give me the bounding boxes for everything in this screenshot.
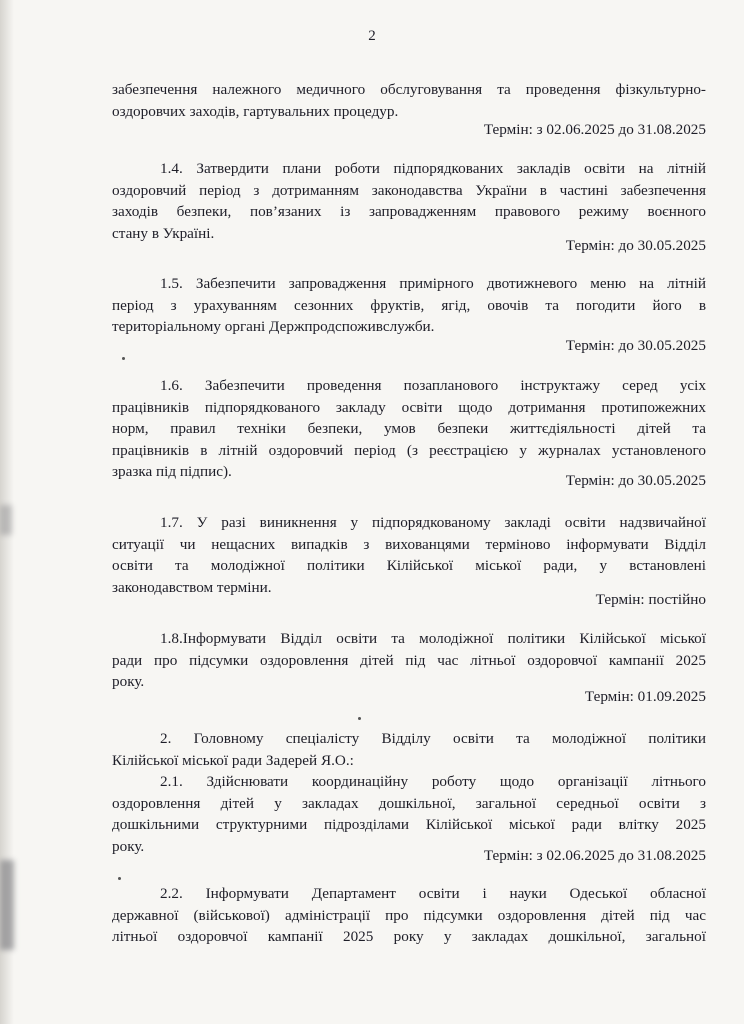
- deadline: Термін: до 30.05.2025: [565, 237, 706, 254]
- text-line: працівників підпорядкованого закладу освіти щодо дотримання протипожежних: [112, 398, 706, 416]
- paragraph-1-8: [112, 628, 706, 693]
- text-line: забезпечення належного медичного обслуговування та проведення фізкультурно-: [112, 81, 706, 98]
- text-line: оздоровчий період з дотриманням законодавства України в частині забезпечення: [112, 181, 706, 199]
- text-line: працівників в літній оздоровчий період (з реєстрацією у журналах установленого: [112, 441, 706, 459]
- text-line: 1.7. У разі виникнення у підпорядкованому закладі освіти надзвичайної: [160, 514, 706, 531]
- deadline: Термін: постійно: [595, 591, 706, 608]
- text-line: 1.8.Інформувати Відділ освіти та молодіжної політики Кілійської міської: [160, 630, 706, 647]
- text-line: територіальному органі Держпродспоживслужби.: [112, 318, 435, 335]
- scan-speck: [358, 717, 361, 720]
- deadline: Термін: з 02.06.2025 до 31.08.2025: [483, 121, 706, 138]
- text-line: 1.4. Затвердити плани роботи підпорядкованих закладів освіти на літній: [160, 160, 706, 177]
- text-line: оздоровлення дітей у закладах дошкільної, загальної середньої освіти з: [112, 794, 706, 812]
- text-line: дошкільними структурними підрозділами Кілійської міської ради влітку 2025: [112, 816, 706, 833]
- page-number: 2: [368, 28, 376, 44]
- text-line: літньої оздоровчої кампанії 2025 року у закладах дошкільної, загальної: [112, 928, 706, 945]
- paragraph-2-2: [112, 883, 706, 948]
- deadline: Термін: до 30.05.2025: [565, 472, 706, 489]
- text-line: року.: [112, 673, 145, 690]
- text-line: 1.5. Забезпечити запровадження примірного двотижневого меню на літній: [160, 275, 706, 292]
- text-line: 1.6. Забезпечити проведення позапланового інструктажу серед усіх: [160, 377, 706, 394]
- deadline: Термін: 01.09.2025: [584, 688, 706, 705]
- text-line: 2.1. Здійснювати координаційну роботу щодо організації літнього: [160, 773, 706, 790]
- text-line: року.: [112, 837, 145, 855]
- text-line: оздоровчих заходів, гартувальних процедур.: [112, 102, 399, 120]
- text-line: ситуації чи нещасних випадків з вихованцями терміново інформувати Відділ: [112, 535, 706, 553]
- text-line: освіти та молодіжної політики Кілійської міської ради, у встановлені: [112, 557, 706, 574]
- paragraph-1-5: [112, 273, 706, 338]
- text-line: законодавством терміни.: [112, 578, 272, 596]
- paragraph-1-6: [112, 375, 706, 483]
- text-line: 2. Головному спеціалісту Відділу освіти та молодіжної політики: [160, 730, 706, 747]
- scan-speck: [122, 357, 125, 360]
- scan-smudge: [0, 505, 12, 535]
- text-line: 2.2. Інформувати Департамент освіти і науки Одеської обласної: [160, 885, 706, 902]
- text-line: норм, правил техніки безпеки, умов безпеки життєдіяльності дітей та: [112, 420, 706, 437]
- text-line: стану в Україні.: [112, 224, 215, 242]
- paragraph-1-4: [112, 158, 706, 244]
- scan-speck: [118, 877, 121, 880]
- scan-smudge: [0, 860, 14, 950]
- deadline: Термін: з 02.06.2025 до 31.08.2025: [483, 847, 706, 864]
- text-line: період з урахуванням сезонних фруктів, ягід, овочів та погодити його в: [112, 296, 706, 314]
- text-line: заходів безпеки, пов’язаних із запровадженням правового режиму воєнного: [112, 203, 706, 220]
- paragraph-1-7: [112, 512, 706, 598]
- paragraph-2: [112, 728, 706, 857]
- text-line: ради про підсумки оздоровлення дітей під час літньої оздоровчої кампанії 2025: [112, 651, 706, 669]
- deadline: Термін: до 30.05.2025: [565, 337, 706, 354]
- paragraph-continuation: [112, 79, 706, 122]
- text-line: державної (військової) адміністрації про підсумки оздоровлення дітей під час: [112, 906, 706, 924]
- text-line: зразка під підпис).: [112, 463, 232, 480]
- text-line: Кілійської міської ради Задерей Я.О.:: [112, 751, 354, 769]
